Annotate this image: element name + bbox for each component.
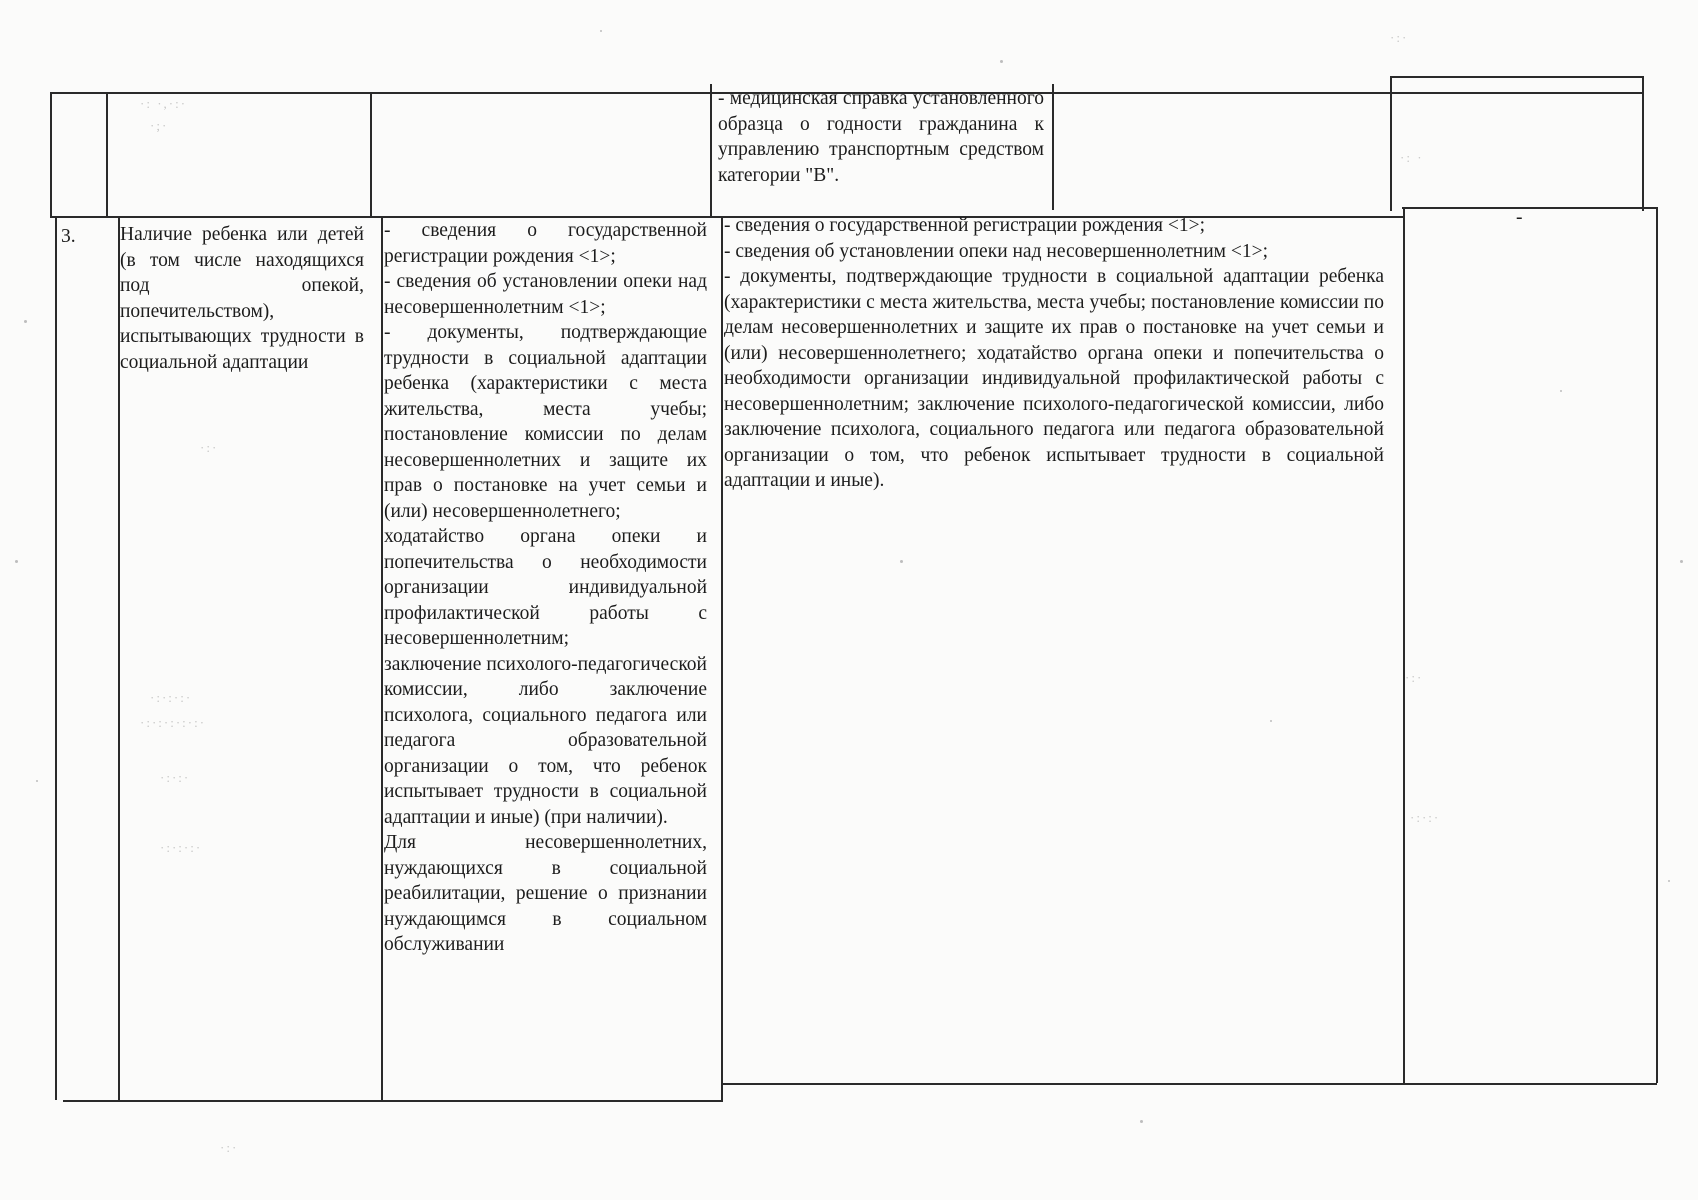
scan-speck xyxy=(600,30,602,32)
scan-speck xyxy=(1000,60,1003,63)
col-line-0 xyxy=(50,92,52,218)
wide-doc-item: - документы, подтверждающие трудности в социальной адаптации ребенка (характеристики с места жительства, места учебы; постановление комиссии по делам несовершеннолетних и защите их прав о постановке на учет семьи и (или) несовершеннолетнего; ходатайство органа опеки и попечительства о необходимости организации индивидуальной профилактической работы с несовершеннолетним; заключение психолого-педагогической комиссии, либо заключение психолога, социального педагога или педагога образовательной организации о том, что ребенок испытывает трудности в социальной адаптации и иные). xyxy=(724,266,1384,491)
scan-speck xyxy=(24,320,27,323)
scan-speck xyxy=(36,780,38,782)
doc-item: - документы, подтверждающие трудности в социальной адаптации ребенка (характеристики с места жительства, места учебы; постановление комиссии по делам несовершеннолетних и защите их прав о постановке на учет семьи и (или) несовершеннолетнего; xyxy=(384,322,707,522)
col-line-3 xyxy=(710,84,712,218)
scan-artifact: ·:· xyxy=(220,1140,239,1155)
scan-artifact: ·:· xyxy=(200,440,219,455)
medical-certificate-text: - медицинская справка установленного образца о годности гражданина к управлению транспортным средством категории "В". xyxy=(718,88,1044,186)
table-border-top-right xyxy=(1390,76,1642,78)
scan-artifact: ·:· xyxy=(1390,30,1409,45)
doc-item: ходатайство органа опеки и попечительства о необходимости организации индивидуальной профилактической работы с несовершеннолетним; xyxy=(384,526,707,649)
scan-artifact: ·:·:· xyxy=(1410,810,1441,825)
scan-artifact: ·;· xyxy=(150,118,169,133)
col-line-5 xyxy=(1390,76,1392,211)
scan-artifact: ·:· xyxy=(1405,670,1424,685)
doc-item: - сведения о государственной регистрации рождения <1>; xyxy=(384,220,707,267)
scan-speck xyxy=(1270,720,1272,722)
col-line-2 xyxy=(370,92,372,218)
scan-artifact: ·:·:· xyxy=(160,770,191,785)
scan-speck xyxy=(1680,560,1683,563)
doc-item: заключение психолого-педагогической комиссии, либо заключение психолога, социального педагога или педагога образовательной организации о том, что ребенок испытывает трудности в социальной адаптации и иные) (при наличии). xyxy=(384,653,707,828)
row-number: 3. xyxy=(61,226,76,247)
col-line-6b xyxy=(1656,207,1658,1083)
col-line-0b xyxy=(55,216,57,1100)
scan-artifact: ·:·:·:· xyxy=(160,840,203,855)
table-border-bottom-left xyxy=(63,1100,723,1102)
table-border-bottom-right xyxy=(722,1083,1657,1085)
scan-speck xyxy=(1140,1120,1143,1123)
scan-artifact: ·:·:·:·:·:· xyxy=(140,715,207,730)
category-cell xyxy=(120,222,364,375)
scan-speck xyxy=(15,560,18,563)
scan-artifact: ·: ·,·:· xyxy=(140,96,188,111)
col-line-4 xyxy=(1052,84,1054,210)
wide-doc-item: - сведения о государственной регистрации рождения <1>; xyxy=(724,215,1206,236)
scan-speck xyxy=(1560,390,1562,392)
wide-doc-item: - сведения об установлении опеки над несовершеннолетним <1>; xyxy=(724,240,1269,262)
col-line-5b xyxy=(1403,207,1405,1083)
scan-speck xyxy=(900,560,903,563)
row-number-cell xyxy=(61,224,111,250)
col-line-6 xyxy=(1642,76,1644,211)
continued-row-document-cell xyxy=(718,86,1044,188)
doc-item: - сведения об установлении опеки над несовершеннолетним <1>; xyxy=(384,271,707,318)
last-column-cell xyxy=(1516,205,1546,231)
wide-documents-cell xyxy=(724,213,1384,494)
col-line-2b xyxy=(381,216,383,1100)
scan-artifact: ·: · xyxy=(1400,150,1424,165)
category-text: Наличие ребенка или детей (в том числе находящихся под опекой, попечительством), испытывающих трудности в социальной адаптации xyxy=(120,224,364,373)
scan-speck xyxy=(1668,880,1670,882)
scan-artifact: ·:·:·:· xyxy=(150,690,193,705)
doc-item: Для несовершеннолетних, нуждающихся в социальной реабилитации, решение о признании нуждающимся в социальном обслуживании xyxy=(384,832,707,955)
col-line-1 xyxy=(106,92,108,218)
col-line-3b xyxy=(721,216,723,1100)
dash-mark: - xyxy=(1516,207,1523,228)
documents-cell xyxy=(384,218,707,958)
